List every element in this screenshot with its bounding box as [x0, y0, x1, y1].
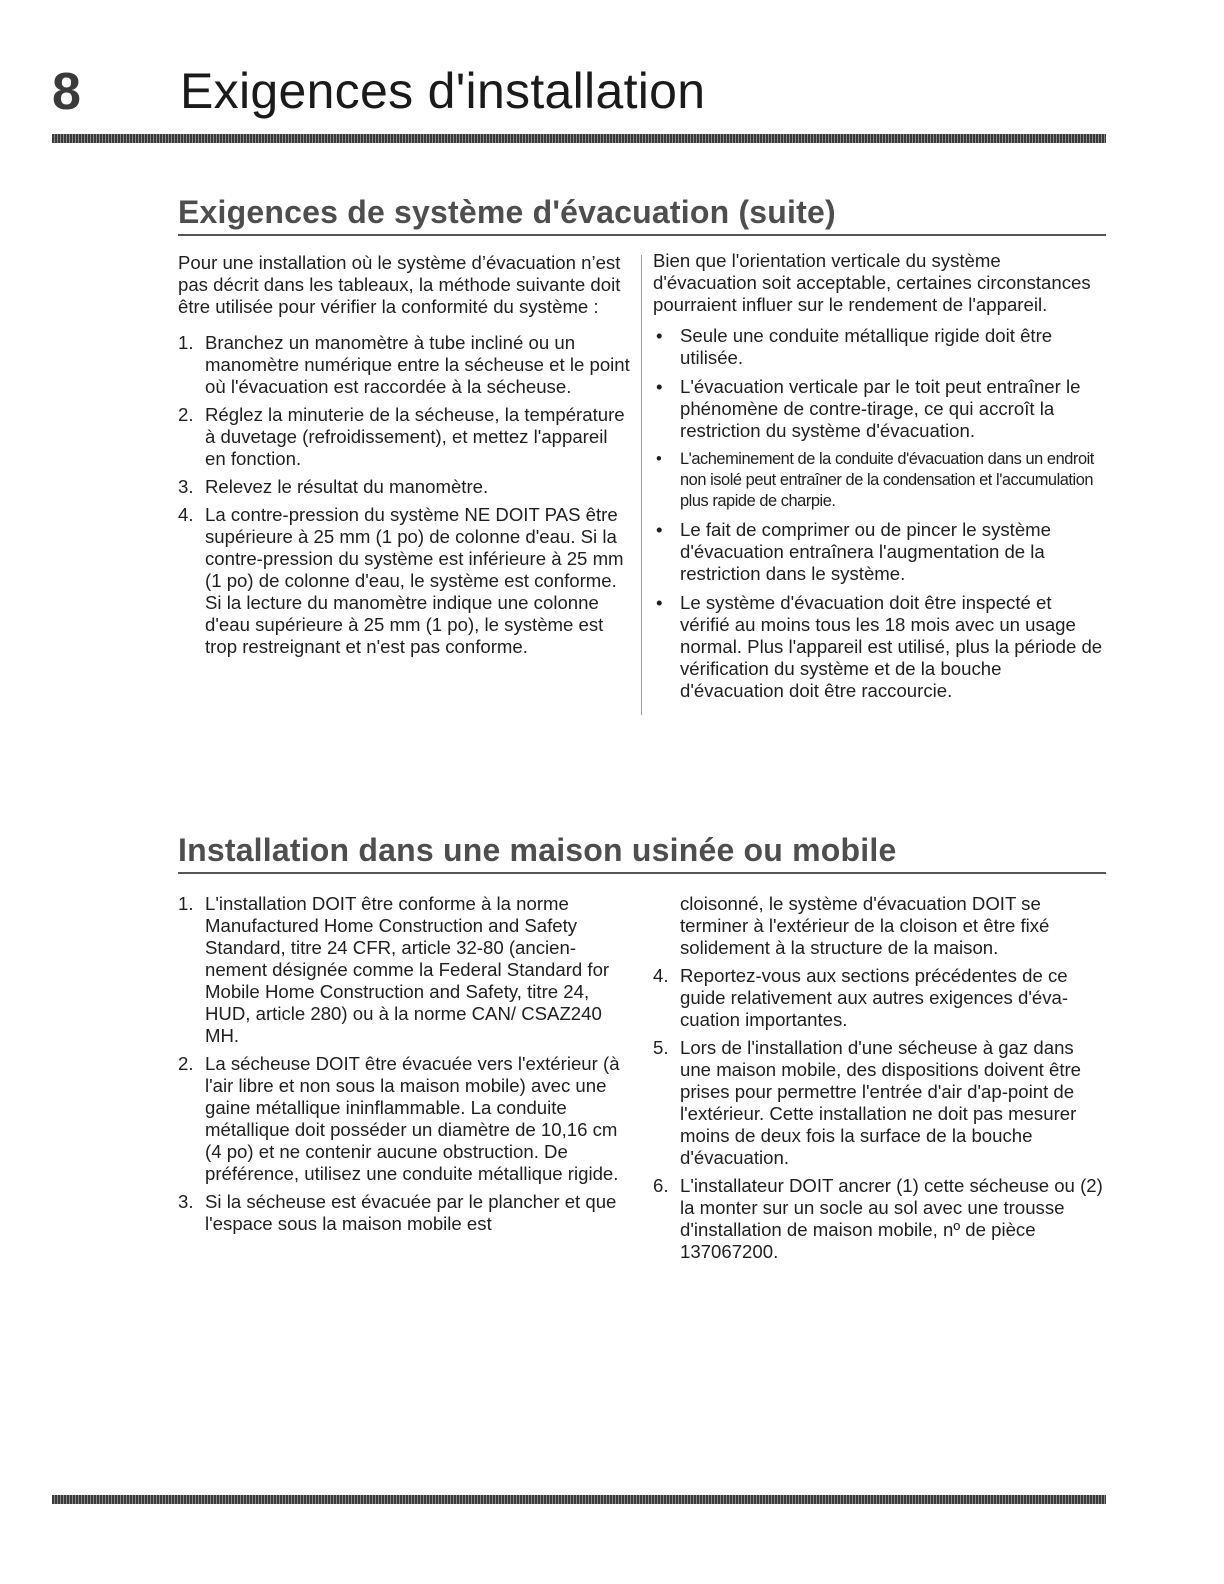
item-text: L'évacuation verticale par le toit peut entraîner le phénomène de contre-tirage, ce qui accroît la restriction du système d'évacuation. — [680, 376, 1081, 441]
list-item — [653, 449, 1103, 512]
item-text: L'installation DOIT être conforme à la norme Manufactured Home Construction and Safety Standard, titre 24 CFR, article 32-80 (ancien-nement désignée comme la Federal Standard for Mobile Home Construction and Safety, titre 24, HUD, article 280) ou à la norme CAN/ CSAZ240 MH. — [205, 893, 610, 1046]
item-text: Branchez un manomètre à tube incliné ou un manomètre numérique entre la sécheuse et le point où l'évacuation est raccordée à la sécheuse. — [205, 332, 630, 397]
column-divider — [641, 255, 642, 715]
list-item — [178, 476, 633, 498]
bullet-icon: • — [656, 325, 663, 346]
item-text: Réglez la minuterie de la sécheuse, la température à duvetage (refroidissement), et mettez l'appareil en fonction. — [205, 404, 625, 469]
list-item — [653, 592, 1103, 702]
item-text: La contre-pression du système NE DOIT PAS être supérieure à 25 mm (1 po) de colonne d'eau. Si la contre-pression du système est inférieure à 25 mm (1 po) de colonne d'eau, le système est conforme. Si la lecture du manomètre indique une colonne d'eau supérieure à 25 mm (1 po), le système est trop restreignant et n'est pas conforme. — [205, 504, 624, 657]
section-divider — [178, 872, 1106, 874]
section1-left-column — [178, 252, 633, 664]
item-text: L'acheminement de la conduite d'évacuation dans un endroit non isolé peut entraîner de la condensation et l'accumulation plus rapide de charpie. — [680, 450, 1094, 510]
item-text: Si la sécheuse est évacuée par le plancher et que l'espace sous la maison mobile est — [205, 1191, 617, 1234]
list-item — [653, 376, 1103, 442]
list-item — [653, 325, 1103, 369]
item-text: La sécheuse DOIT être évacuée vers l'extérieur (à l'air libre et non sous la maison mobile) avec une gaine métallique ininflammable. La conduite métallique doit posséder un diamètre de 10,16 cm (4 po) et ne contenir aucune obstruction. De préférence, utilisez une conduite métallique rigide. — [205, 1053, 620, 1184]
item-number: 1. — [178, 332, 194, 353]
item-number: 5. — [653, 1037, 669, 1058]
list-item — [178, 893, 628, 1047]
item-number: 2. — [178, 1053, 194, 1074]
list-item — [178, 1053, 628, 1185]
mobile-home-steps — [178, 893, 628, 1235]
item-text: Lors de l'installation d'une sécheuse à gaz dans une maison mobile, des dispositions doivent être prises pour permettre l'entrée d'air d'ap-point de l'extérieur. Cette installation ne doit pas mesurer moins de deux fois la surface de la bouche d'évacuation. — [680, 1037, 1082, 1168]
item-number: 2. — [178, 404, 194, 425]
item-text: Reportez-vous aux sections précédentes de ce guide relativement aux autres exigences d'éva-cuation importantes. — [680, 965, 1069, 1030]
verification-steps — [178, 332, 633, 658]
item-number: 6. — [653, 1175, 669, 1196]
item-text: Le système d'évacuation doit être inspecté et vérifié au moins tous les 18 mois avec un usage normal. Plus l'appareil est utilisé, plus la période de vérification du système et de la bouche d'évacuation doit être raccourcie. — [680, 592, 1103, 701]
orientation-paragraph: Bien que l'orientation verticale du système d'évacuation soit acceptable, certaines circonstances pourraient influer sur le rendement de l'appareil. — [653, 250, 1091, 315]
list-item — [178, 332, 633, 398]
item-text: Le fait de comprimer ou de pincer le système d'évacuation entraînera l'augmentation de la restriction dans le système. — [680, 519, 1052, 584]
section1-right-column — [653, 250, 1103, 709]
orientation-bullets — [653, 325, 1103, 702]
header-divider — [52, 134, 1106, 143]
continuation-paragraph: cloisonné, le système d'évacuation DOIT se terminer à l'extérieur de la cloison et être fixé solidement à la structure de la maison. — [680, 893, 1050, 958]
bullet-icon: • — [656, 450, 662, 468]
bullet-icon: • — [656, 519, 663, 540]
bullet-icon: • — [656, 376, 663, 397]
section-divider — [178, 234, 1106, 236]
item-number: 4. — [178, 504, 194, 525]
list-item — [178, 504, 633, 658]
intro-paragraph: Pour une installation où le système d’évacuation n’est pas décrit dans les tableaux, la méthode suivante doit être utilisée pour vérifier la conformité du système : — [178, 252, 621, 317]
item-number: 3. — [178, 476, 194, 497]
mobile-home-steps-continued — [653, 965, 1108, 1263]
page-title: Exigences d'installation — [180, 63, 706, 119]
item-number: 4. — [653, 965, 669, 986]
section-title-exhaust: Exigences de système d'évacuation (suite) — [178, 194, 836, 230]
page-number: 8 — [52, 63, 81, 121]
footer-divider — [52, 1495, 1106, 1504]
list-item — [653, 519, 1103, 585]
section2-right-column — [653, 893, 1108, 1269]
item-text: L'installateur DOIT ancrer (1) cette sécheuse ou (2) la monter sur un socle au sol avec une trousse d'installation de maison mobile, nº de pièce 137067200. — [680, 1175, 1103, 1262]
section2-left-column — [178, 893, 628, 1241]
item-text: Seule une conduite métallique rigide doit être utilisée. — [680, 325, 1053, 368]
section-title-mobile-home: Installation dans une maison usinée ou mobile — [178, 832, 897, 868]
list-item — [178, 404, 633, 470]
list-item — [178, 1191, 628, 1235]
list-item — [653, 965, 1108, 1031]
item-number: 3. — [178, 1191, 194, 1212]
item-number: 1. — [178, 893, 194, 914]
bullet-icon: • — [656, 592, 663, 613]
item-text: Relevez le résultat du manomètre. — [205, 476, 489, 497]
list-item — [653, 1175, 1108, 1263]
list-item — [653, 1037, 1108, 1169]
